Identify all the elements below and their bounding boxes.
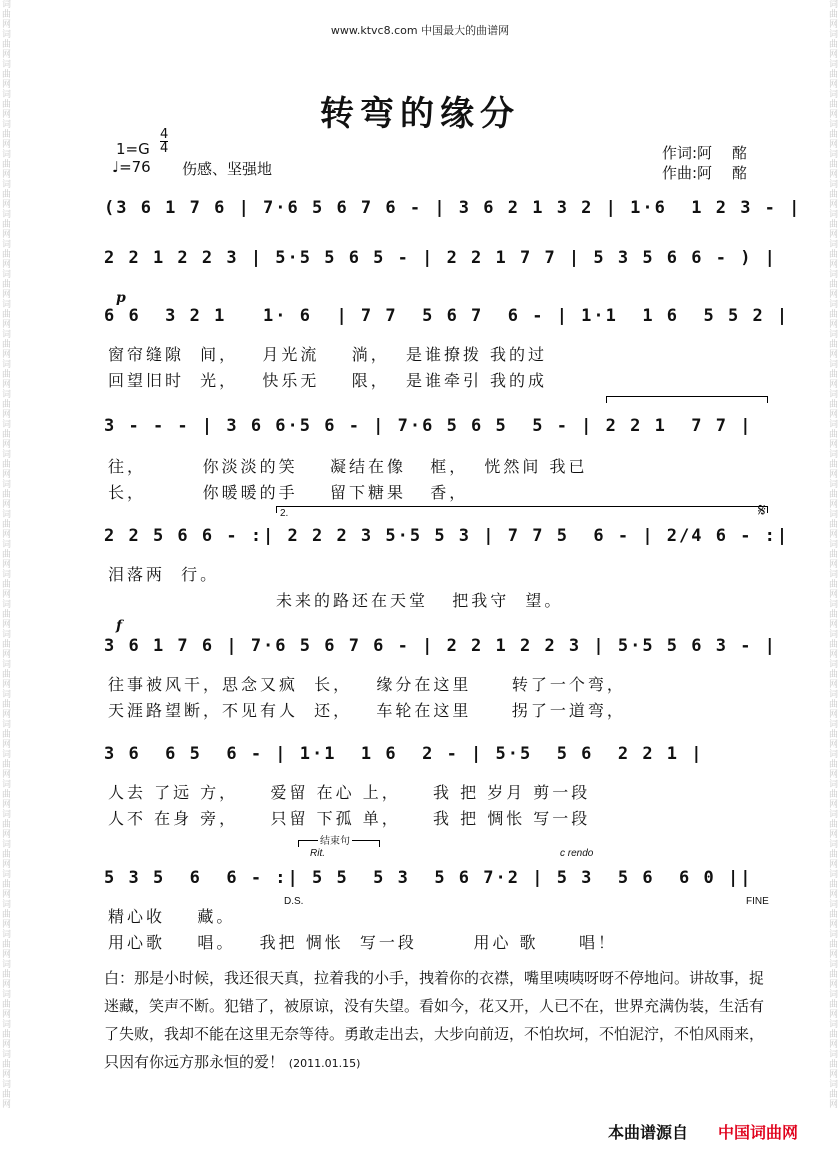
key-signature: 1=G bbox=[116, 140, 150, 158]
volta-bracket-line-4 bbox=[606, 396, 768, 403]
volta-2-label: 2. bbox=[280, 508, 289, 519]
score-line-7: 3 6 6 5 6 - | 1·1 1 6 2 - | 5·5 5 6 2 2 1 | bbox=[104, 744, 704, 764]
score-line-5: 2 2 5 6 6 - :| 2 2 2 3 5·5 5 3 | 7 7 5 6 - | 2/4 6 - :| bbox=[104, 526, 790, 546]
lyric-v2-line-5: 未来的路还在天堂 把我守 望。 bbox=[276, 591, 564, 610]
song-title: 转弯的缘分 bbox=[320, 94, 520, 134]
score-line-3: 6 6 3 2 1 1· 6 | 7 7 5 6 7 6 - | 1·1 1 6 5 5 2 | bbox=[104, 306, 790, 326]
lyric-v2-line-7: 人不 在身 旁， 只留 下孤 单， 我 把 惆怅 写一段 bbox=[108, 809, 591, 828]
expression-mark: 伤感、坚强地 bbox=[182, 160, 273, 178]
lyric-v1-line-3: 窗帘缝隙 间， 月光流 淌， 是谁撩拨 我的过 bbox=[108, 345, 548, 364]
narration-body: 白：那是小时候，我还很天真，拉着我的小手，拽着你的衣襟，嘴里咦咦呀呀不停地问。讲故事，捉迷藏，笑声不断。犯错了，被原谅，没有失望。看如今，花又开，人已不在，世界充满伪装，生活有了失败，我却不能在这里无奈等待。勇敢走出去，大步向前迈，不怕坎坷，不怕泥泞，不怕风雨来，只因有你远方那永恒的爱！ bbox=[104, 969, 765, 1071]
fine-mark: FINE bbox=[746, 896, 769, 907]
score-line-8: 5 3 5 6 6 - :| 5 5 5 3 5 6 7·2 | 5 3 5 6 6 0 || bbox=[104, 868, 753, 888]
segno-icon: 𝄋 bbox=[758, 500, 766, 521]
lyric-v2-line-8: 用心歌 唱。 我把 惆怅 写一段 用心 歌 唱！ bbox=[108, 933, 617, 952]
lyric-v1-line-8: 精心收 藏。 bbox=[108, 907, 236, 926]
lyric-v2-line-3: 回望旧时 光， 快乐无 限， 是谁牵引 我的成 bbox=[108, 371, 548, 390]
lyric-v2-line-4: 长， 你暖暖的手 留下糖果 香， bbox=[108, 483, 469, 502]
ending-label: 结束句 bbox=[318, 832, 352, 847]
lyric-v1-line-7: 人去 了远 方， 爱留 在心 上， 我 把 岁月 剪一段 bbox=[108, 783, 591, 802]
score-line-4: 3 - - - | 3 6 6·5 6 - | 7·6 5 6 5 5 - | 2 2 1 7 7 | bbox=[104, 416, 753, 436]
dynamic-piano: p bbox=[116, 290, 126, 306]
footer-source-label: 本曲谱源自 bbox=[608, 1123, 689, 1142]
score-line-6: 3 6 1 7 6 | 7·6 5 6 7 6 - | 2 2 1 2 2 3 | 5·5 5 6 3 - | bbox=[104, 636, 777, 656]
lyric-v1-line-6: 往事被风干，思念又疯 长， 缘分在这里 转了一个弯， bbox=[108, 675, 626, 694]
lyricist: 作词:阿 酩 bbox=[662, 144, 747, 162]
narration-date: (2011.01.15) bbox=[288, 1057, 361, 1070]
score-line-2: 2 2 1 2 2 3 | 5·5 5 6 5 - | 2 2 1 7 7 | 5 3 5 6 6 - ) | bbox=[104, 248, 777, 268]
side-watermark-left: 词曲网词曲网词曲网词曲网词曲网词曲网词曲网词曲网词曲网词曲网词曲网词曲网词曲网词曲网词曲网词曲网词曲网词曲网词曲网词曲网词曲网词曲网词曲网词曲网词曲网词曲网词曲网词曲网词曲网词曲网词曲网词曲网词曲网词曲网词曲网词曲网词曲网 bbox=[2, 0, 12, 1110]
dal-segno-mark: D.S. bbox=[284, 896, 304, 907]
time-signature: 4 4 bbox=[160, 127, 169, 156]
ritardando-mark: Rit. bbox=[310, 848, 325, 859]
site-header: www.ktvc8.com 中国最大的曲谱网 bbox=[330, 24, 510, 37]
score-line-1: (3 6 1 7 6 | 7·6 5 6 7 6 - | 3 6 2 1 3 2 | 1·6 1 2 3 - | bbox=[104, 198, 802, 218]
side-watermark-right: 词曲网词曲网词曲网词曲网词曲网词曲网词曲网词曲网词曲网词曲网词曲网词曲网词曲网词曲网词曲网词曲网词曲网词曲网词曲网词曲网词曲网词曲网词曲网词曲网词曲网词曲网词曲网词曲网词曲网词曲网词曲网词曲网词曲网词曲网词曲网词曲网词曲网 bbox=[828, 0, 838, 1110]
lyric-v1-line-5: 泪落两 行。 bbox=[108, 565, 220, 584]
volta-bracket-2 bbox=[276, 506, 768, 513]
composer: 作曲:阿 酩 bbox=[662, 164, 747, 182]
crescendo-mark: c rendo bbox=[560, 848, 594, 859]
lyric-v2-line-6: 天涯路望断，不见有人 还， 车轮在这里 拐了一道弯， bbox=[108, 701, 626, 720]
dynamic-forte: f bbox=[116, 618, 123, 634]
narration-text bbox=[104, 964, 764, 1078]
footer-site-link[interactable]: 中国词曲网 bbox=[718, 1123, 799, 1142]
lyric-v1-line-4: 往， 你淡淡的笑 凝结在像 框， 恍然间 我已 bbox=[108, 457, 588, 476]
tempo-mark: ♩=76 bbox=[112, 158, 151, 176]
